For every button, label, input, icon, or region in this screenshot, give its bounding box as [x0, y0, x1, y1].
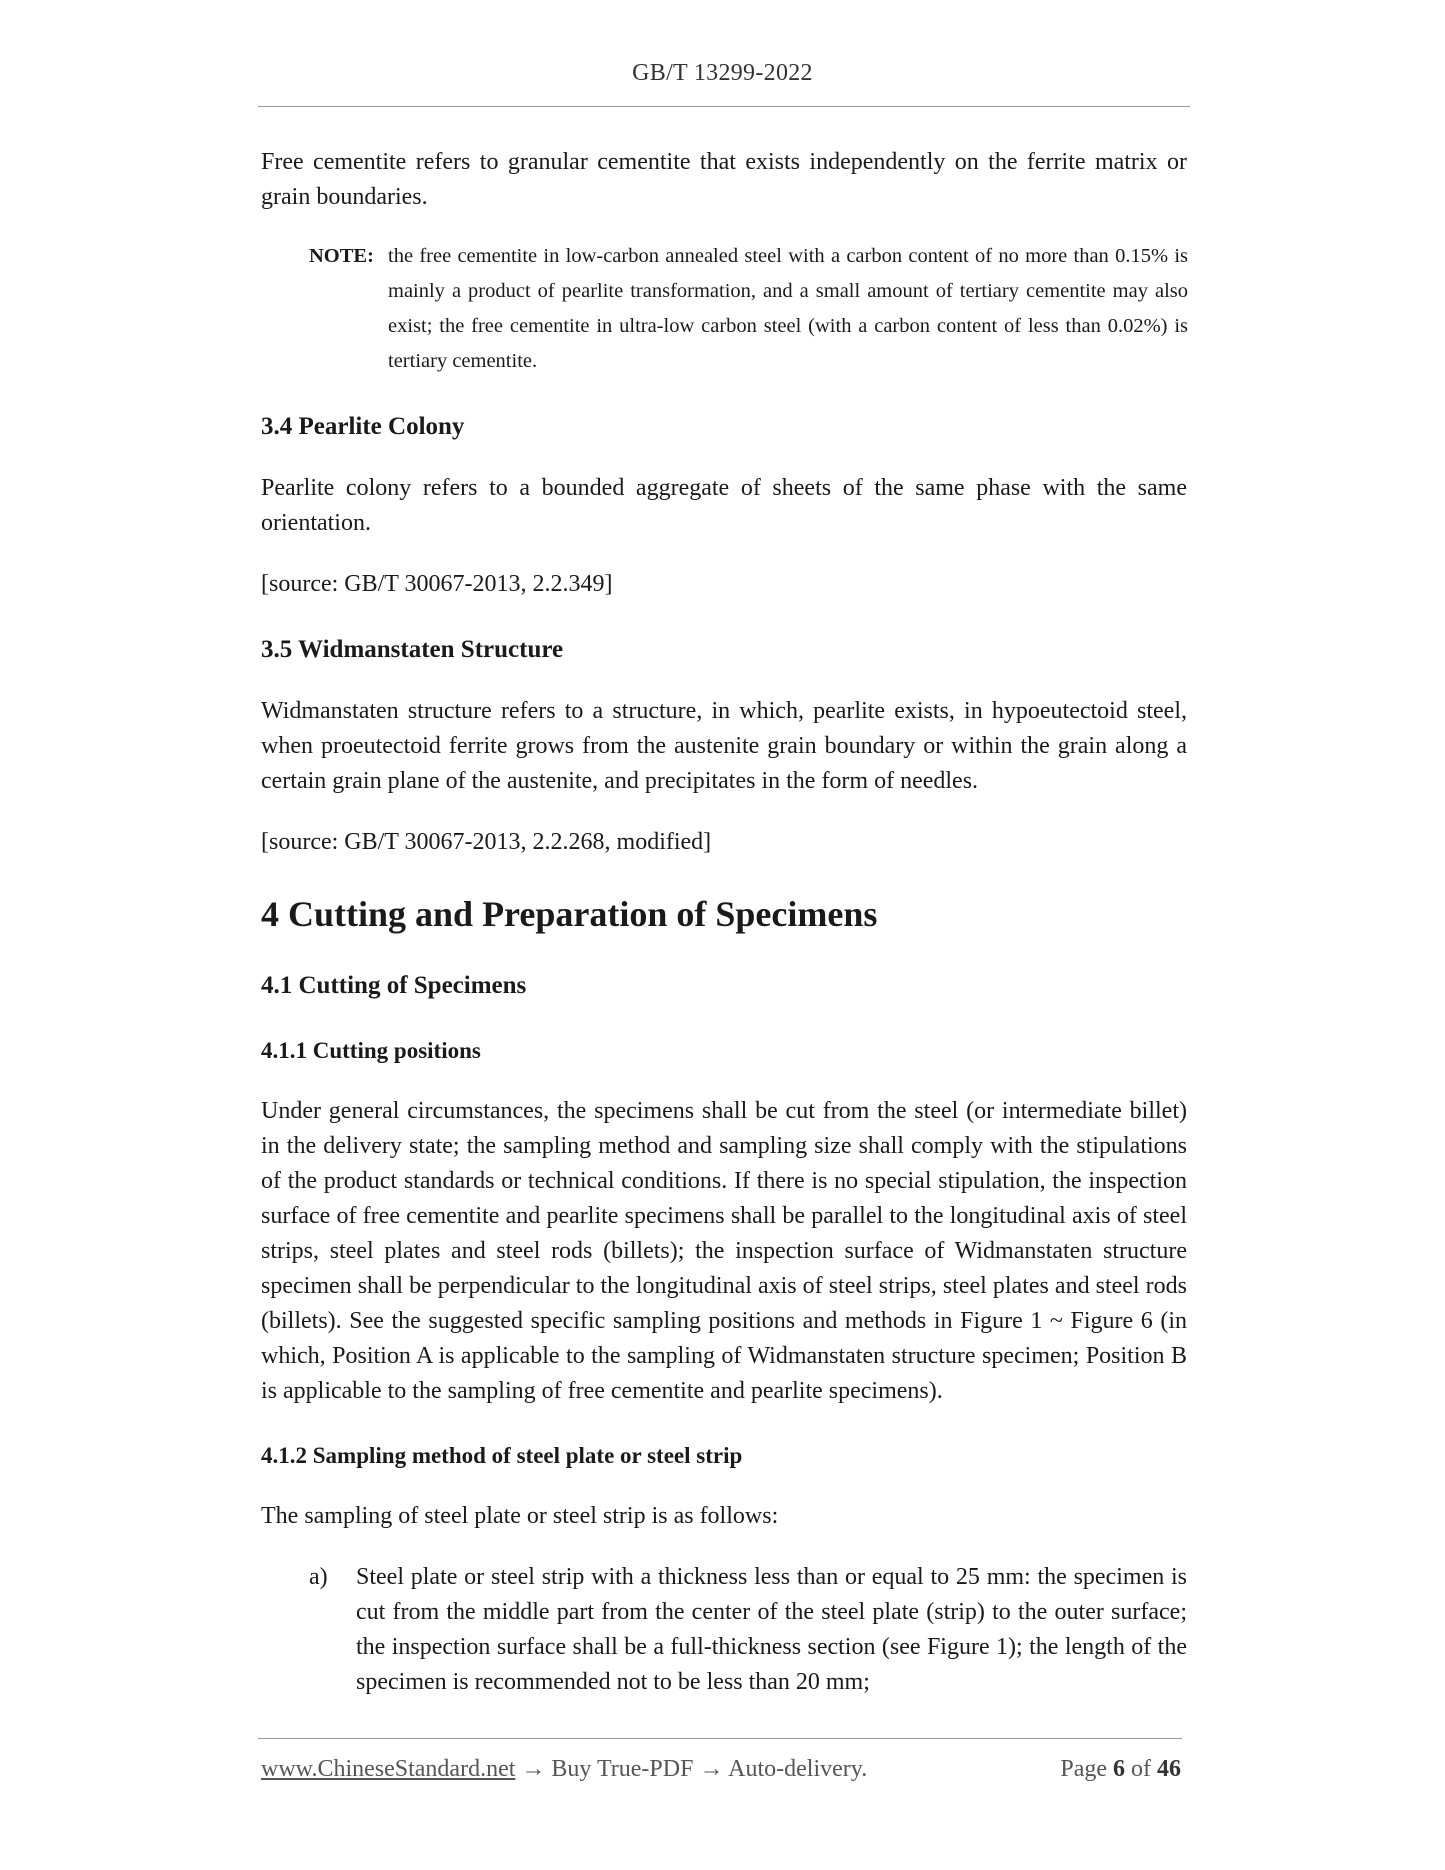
- of-label: of: [1131, 1756, 1151, 1782]
- paragraph-cutting-positions: Under general circumstances, the specimens shall be cut from the steel (or intermediate billet) in the delivery state; the sampling method and sampling size shall comply with the stipulations of the product standards or technical conditions. If there is no special stipulation, the inspection surface of free cementite and pearlite specimens shall be parallel to the longitudinal axis of steel strips, steel plates and steel rods (billets); the inspection surface of Widmanstaten structure specimen shall be perpendicular to the longitudinal axis of steel strips, steel plates and steel rods (billets). See the suggested specific sampling positions and methods in Figure 1 ~ Figure 6 (in which, Position A is applicable to the sampling of Widmanstaten structure specimen; Position B is applicable to the sampling of free cementite and pearlite specimens).: [261, 1098, 1187, 1404]
- header-divider: [258, 106, 1190, 107]
- footer-buy-text: Buy True-PDF: [551, 1756, 694, 1782]
- paragraph-free-cementite: Free cementite refers to granular cementite that exists independently on the ferrite matrix or grain boundaries.: [261, 149, 1187, 210]
- page-indicator: [1060, 1756, 1181, 1783]
- footer-auto-text: Auto-delivery.: [728, 1756, 868, 1782]
- note-block: [309, 239, 1188, 379]
- paragraph-sampling-intro: The sampling of steel plate or steel strip is as follows:: [261, 1503, 779, 1529]
- page-number: 6: [1113, 1756, 1125, 1782]
- heading-4-1-1: 4.1.1 Cutting positions: [261, 1038, 481, 1063]
- heading-4-1-2: 4.1.2 Sampling method of steel plate or steel strip: [261, 1443, 743, 1468]
- header-title: GB/T 13299-2022: [632, 60, 813, 86]
- footer-left: [261, 1756, 867, 1783]
- source-citation-1: [source: GB/T 30067-2013, 2.2.349]: [261, 571, 613, 597]
- paragraph-widmanstaten: Widmanstaten structure refers to a structure, in which, pearlite exists, in hypoeutectoid steel, when proeutectoid ferrite grows from the austenite grain boundary or within the grain along a certain grain plane of the austenite, and precipitates in the form of needles.: [261, 698, 1187, 794]
- paragraph-pearlite-colony: Pearlite colony refers to a bounded aggregate of sheets of the same phase with the same orientation.: [261, 475, 1187, 536]
- heading-3-5: 3.5 Widmanstaten Structure: [261, 636, 564, 663]
- list-marker-a: a): [309, 1564, 328, 1590]
- heading-4-1: 4.1 Cutting of Specimens: [261, 972, 527, 999]
- note-text: the free cementite in low-carbon annealed steel with a carbon content of no more than 0.15% is mainly a product of pearlite transformation, and a small amount of tertiary cementite may also exist; the free cementite in ultra-low carbon steel (with a carbon content of less than 0.02%) is tertiary cementite.: [388, 245, 1188, 372]
- list-item-a: [309, 1560, 1187, 1700]
- arrow-icon: →: [521, 1756, 546, 1782]
- footer-website-link[interactable]: www.ChineseStandard.net: [261, 1756, 516, 1782]
- total-pages: 46: [1157, 1756, 1181, 1782]
- page-label: Page: [1060, 1756, 1107, 1782]
- heading-3-4: 3.4 Pearlite Colony: [261, 413, 465, 440]
- note-label: NOTE:: [309, 245, 374, 267]
- arrow-icon: →: [699, 1756, 724, 1782]
- footer-divider: [258, 1738, 1182, 1739]
- heading-4: 4 Cutting and Preparation of Specimens: [261, 894, 878, 934]
- page-content: [261, 145, 1187, 1700]
- list-item-a-text: Steel plate or steel strip with a thickness less than or equal to 25 mm: the specimen is cut from the middle part from the center of the steel plate (strip) to the outer surface; the inspection surface shall be a full-thickness section (see Figure 1); the length of the specimen is recommended not to be less than 20 mm;: [356, 1564, 1187, 1695]
- source-citation-2: [source: GB/T 30067-2013, 2.2.268, modified]: [261, 829, 712, 855]
